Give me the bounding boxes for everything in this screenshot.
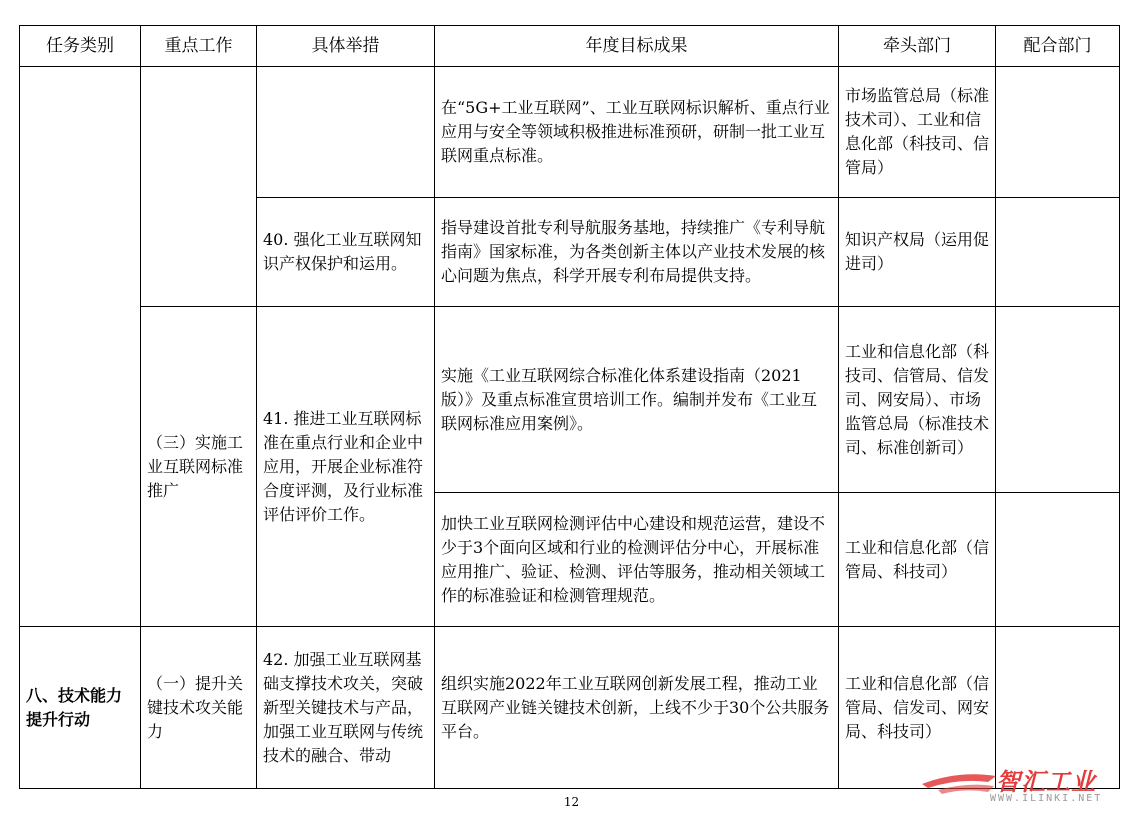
work-cell: （三）实施工业互联网标准推广 [141,307,257,627]
goal-cell: 加快工业互联网检测评估中心建设和规范运营，建设不少于3个面向区域和行业的检测评估分中心，开展标准应用推广、验证、检测、评估等服务，推动相关领域工作的标准验证和检测管理规范。 [435,493,839,627]
measure-cell: 42. 加强工业互联网基础支撑技术攻关，突破新型关键技术与产品，加强工业互联网与传统技术的融合、带动 [257,627,435,789]
coop-cell [996,307,1120,493]
category-cell-empty [20,67,141,627]
goal-cell: 组织实施2022年工业互联网创新发展工程，推动工业互联网产业链关键技术创新，上线不少于30个公共服务平台。 [435,627,839,789]
page-number: 12 [563,795,580,809]
goal-cell: 在“5G+工业互联网”、工业互联网标识解析、重点行业应用与安全等领域积极推进标准预研，研制一批工业互联网重点标准。 [435,67,839,198]
work-cell: （一）提升关键技术攻关能力 [141,627,257,789]
lead-cell: 工业和信息化部（科技司、信管局、信发司、网安局）、市场监管总局（标准技术司、标准创新司） [839,307,996,493]
coop-cell [996,198,1120,307]
measure-cell: 41. 推进工业互联网标准在重点行业和企业中应用，开展企业标准符合度评测，及行业标准评估评价工作。 [257,307,435,627]
table-row [20,307,1120,493]
header-task-category: 任务类别 [20,26,141,67]
lead-cell: 知识产权局（运用促进司） [839,198,996,307]
watermark-url: WWW.ILINKI.NET [990,793,1103,804]
lead-cell: 工业和信息化部（信管局、科技司） [839,493,996,627]
header-cooperating-department: 配合部门 [996,26,1120,67]
task-table [19,25,1120,789]
header-key-work: 重点工作 [141,26,257,67]
table-row [20,67,1120,198]
lead-cell: 工业和信息化部（信管局、信发司、网安局、科技司） [839,627,996,789]
goal-cell: 实施《工业互联网综合标准化体系建设指南（2021版）》及重点标准宣贯培训工作。编制并发布《工业互联网标准应用案例》。 [435,307,839,493]
table-header-row [20,26,1120,67]
measure-cell: 40. 强化工业互联网知识产权保护和运用。 [257,198,435,307]
watermark-brand: 智汇工业 [996,768,1096,796]
category-cell: 八、技术能力提升行动 [20,627,141,789]
measure-cell-empty [257,67,435,198]
coop-cell [996,493,1120,627]
goal-cell: 指导建设首批专利导航服务基地，持续推广《专利导航指南》国家标准，为各类创新主体以产业技术发展的核心问题为焦点，科学开展专利布局提供支持。 [435,198,839,307]
lead-cell: 市场监管总局（标准技术司）、工业和信息化部（科技司、信管局） [839,67,996,198]
header-lead-department: 牵头部门 [839,26,996,67]
header-annual-goals: 年度目标成果 [435,26,839,67]
work-cell-empty [141,67,257,307]
header-specific-measures: 具体举措 [257,26,435,67]
coop-cell [996,67,1120,198]
